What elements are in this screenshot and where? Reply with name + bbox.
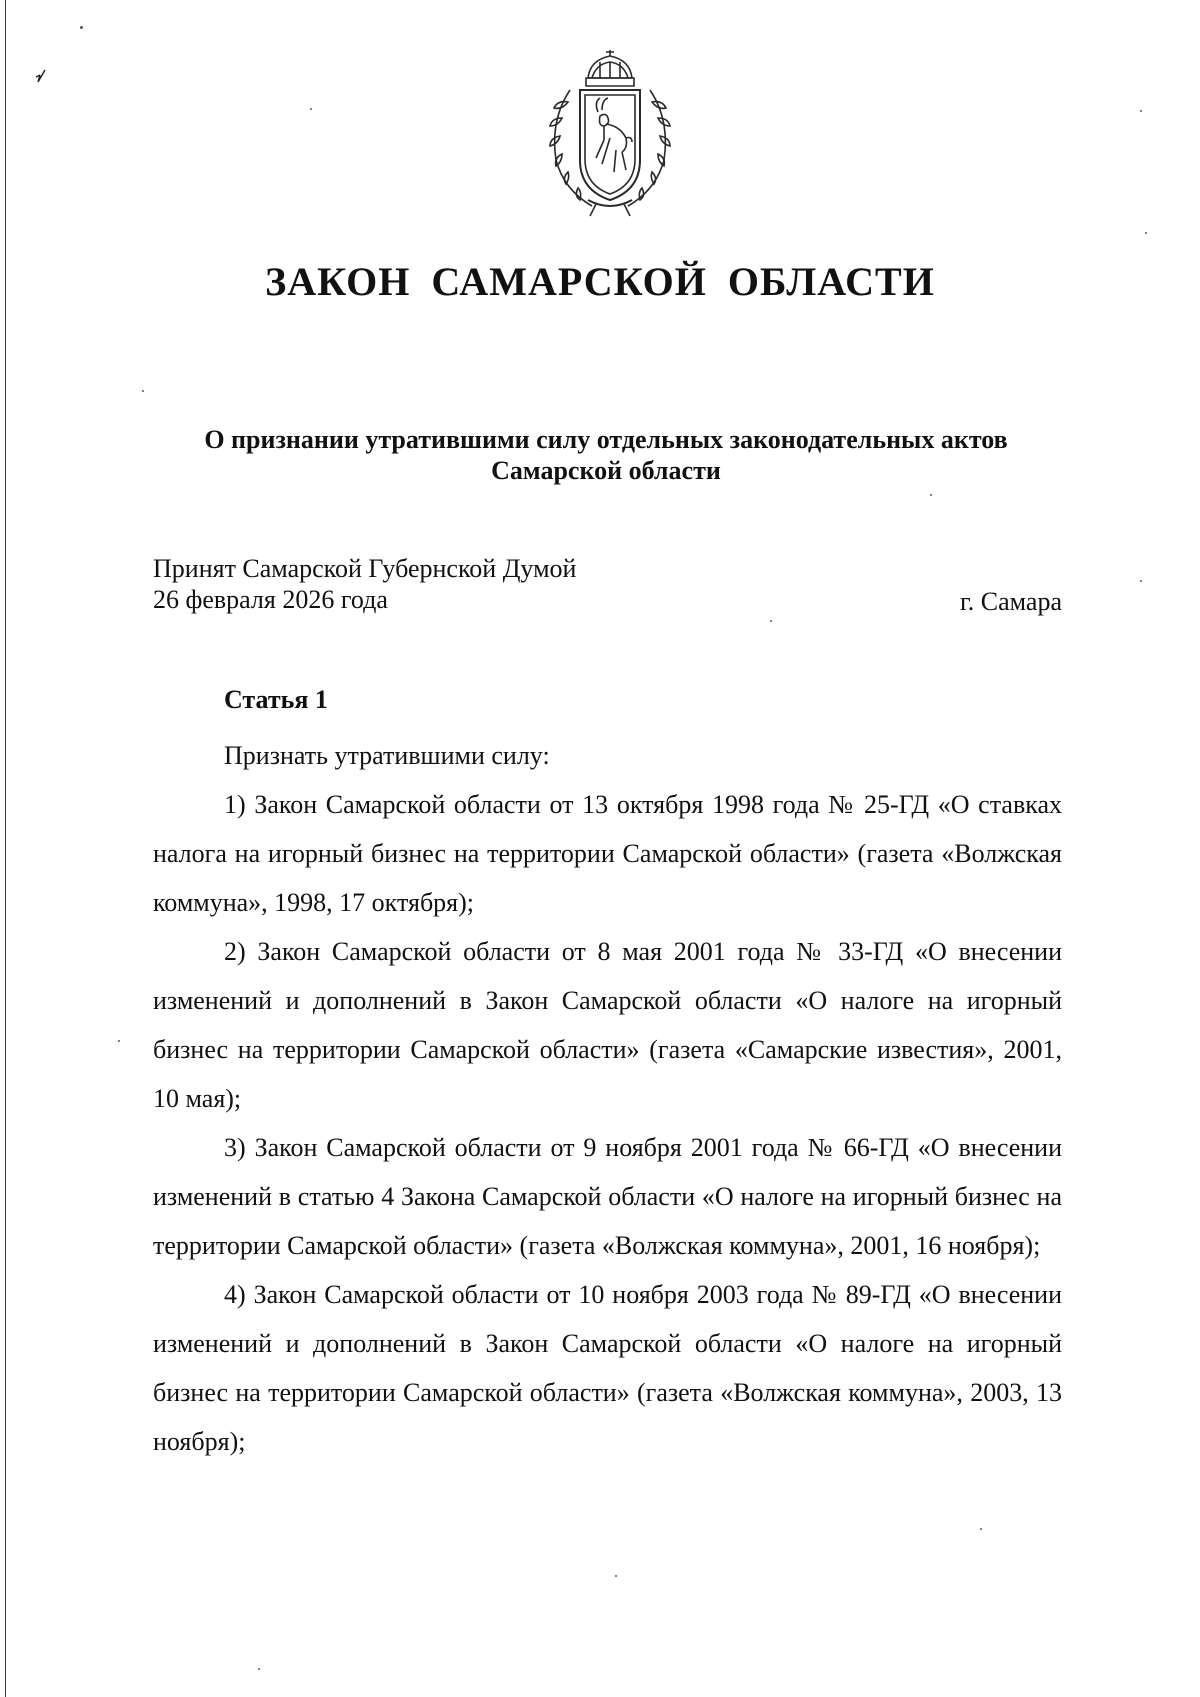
list-item: 4) Закон Самарской области от 10 ноября 2003 года № 89-ГД «О внесении изменений и дополнений в Закон Самарской области «О налоге на игорный бизнес на территории Самарской области» (газета «Волжская коммуна», 2003, 13 ноября); [153, 1280, 1062, 1456]
list-item: 3) Закон Самарской области от 9 ноября 2001 года № 66-ГД «О внесении изменений в статью 4 Закона Самарской области «О налоге на игорный бизнес на территории Самарской области» (газета «Волжская коммуна», 2001, 16 ноября); [153, 1133, 1062, 1260]
scan-speck [770, 620, 772, 622]
article-intro: Признать утратившими силу: [224, 741, 550, 770]
adoption-block [153, 553, 576, 615]
scan-speck [1140, 110, 1142, 112]
adopted-date: 26 февраля 2026 года [153, 585, 388, 614]
scan-speck [930, 494, 932, 496]
law-title: ЗАКОН САМАРСКОЙ ОБЛАСТИ [265, 259, 935, 304]
city-of-adoption: г. Самара [960, 587, 1062, 616]
pen-tick-mark-icon [34, 68, 50, 84]
samara-oblast-coat-of-arms-icon [530, 40, 690, 220]
adopted-by: Принят Самарской Губернской Думой [153, 554, 577, 583]
law-subtitle-line-2: Самарской области [491, 456, 721, 485]
law-subtitle-line-1: О признании утратившими силу отдельных законодательных актов [204, 425, 1008, 454]
list-item: 1) Закон Самарской области от 13 октября 1998 года № 25-ГД «О ставках налога на игорный бизнес на территории Самарской области» (газета «Волжская коммуна», 1998, 17 октября); [153, 790, 1062, 917]
scan-speck [310, 108, 312, 110]
scan-speck [118, 1040, 120, 1042]
scan-speck [142, 390, 144, 392]
scan-speck [615, 1575, 617, 1577]
article-body [153, 731, 1062, 1466]
scan-speck [980, 1528, 982, 1530]
article-heading: Статья 1 [224, 685, 328, 714]
list-item: 2) Закон Самарской области от 8 мая 2001 года № 33-ГД «О внесении изменений и дополнений в Закон Самарской области «О налоге на игорный бизнес на территории Самарской области» (газета «Самарские известия», 2001, 10 мая); [153, 937, 1062, 1113]
scan-speck [1140, 580, 1142, 582]
scan-speck [1145, 232, 1147, 234]
scan-edge-line [5, 0, 6, 1697]
scan-speck [80, 26, 83, 29]
law-subtitle [150, 424, 1062, 486]
scan-speck [258, 1668, 260, 1670]
